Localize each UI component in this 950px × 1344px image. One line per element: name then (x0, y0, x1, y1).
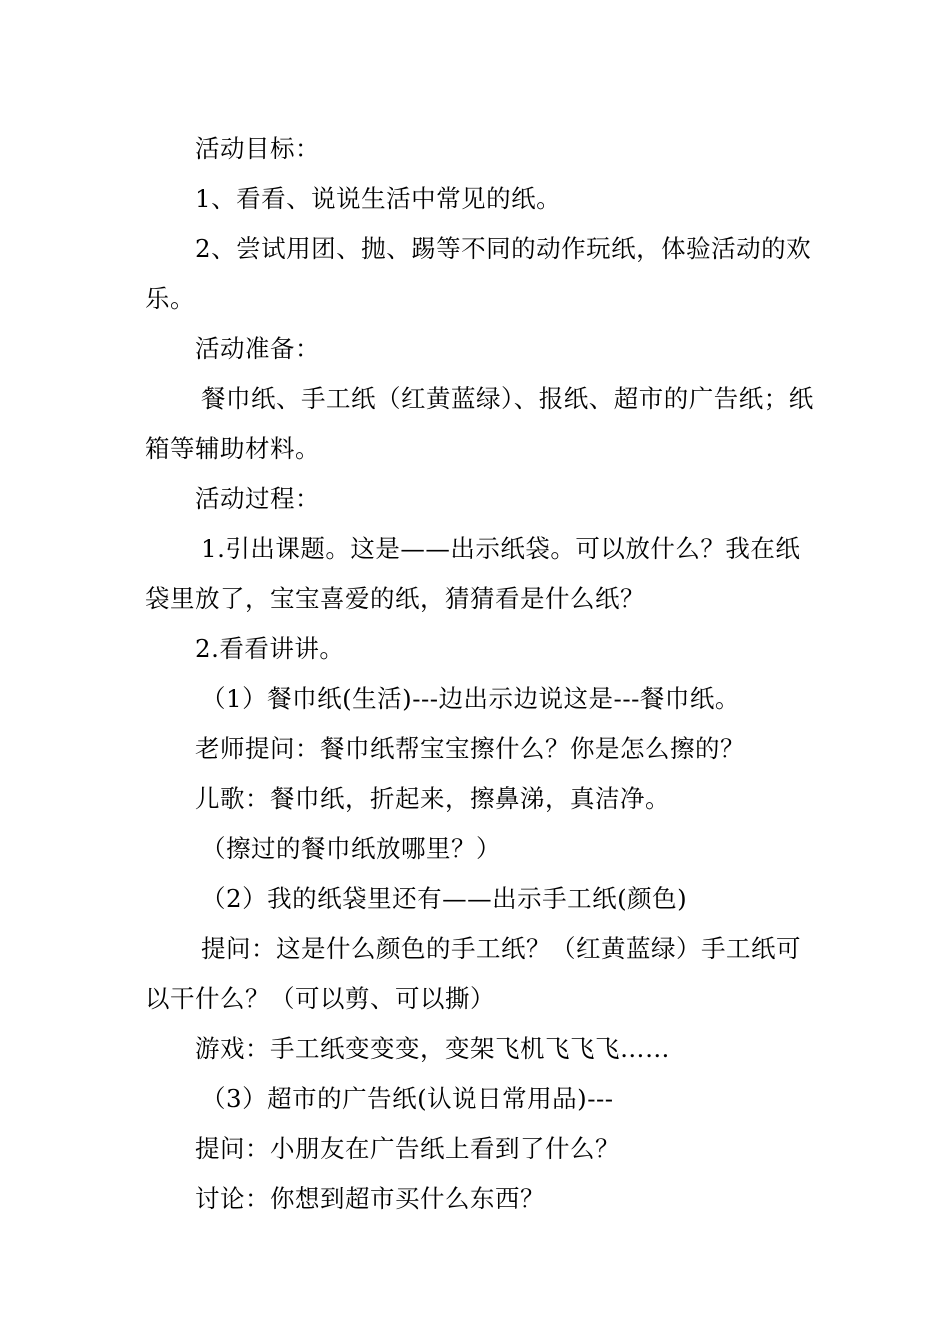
teacher-question: 老师提问：餐巾纸帮宝宝擦什么？你是怎么擦的？ (195, 734, 745, 763)
process-step-2: 2.看看讲讲。 (195, 634, 345, 663)
goal-item-2: 2、尝试用团、抛、踢等不同的动作玩纸，体验活动的欢乐。 (145, 234, 812, 313)
goal-item-1: 1、看看、说说生活中常见的纸。 (195, 184, 562, 213)
document-body (145, 124, 825, 1224)
heading-activity-goals: 活动目标： (195, 134, 320, 163)
sub-step-flyer: （3）超市的广告纸(认说日常用品)--- (201, 1084, 614, 1113)
nursery-rhyme: 儿歌：餐巾纸，折起来，擦鼻涕，真洁净。 (195, 784, 670, 813)
sub-step-craft-paper: （2）我的纸袋里还有——出示手工纸(颜色) (201, 884, 688, 913)
craft-paper-game: 游戏：手工纸变变变，变架飞机飞飞飞…… (195, 1034, 670, 1063)
heading-activity-preparation: 活动准备： (195, 334, 320, 363)
napkin-question: （擦过的餐巾纸放哪里？） (201, 834, 501, 863)
craft-paper-question: 提问：这是什么颜色的手工纸？（红黄蓝绿）手工纸可以干什么？（可以剪、可以撕） (145, 934, 801, 1013)
sub-step-napkin: （1）餐巾纸(生活)---边出示边说这是---餐巾纸。 (201, 684, 740, 713)
preparation-materials: 餐巾纸、手工纸（红黄蓝绿）、报纸、超市的广告纸；纸箱等辅助材料。 (145, 384, 814, 463)
discussion-question: 讨论：你想到超市买什么东西？ (195, 1184, 545, 1213)
heading-activity-process: 活动过程： (195, 484, 320, 513)
process-step-1: 1.引出课题。这是——出示纸袋。可以放什么？我在纸袋里放了，宝宝喜爱的纸，猜猜看是什么纸？ (145, 534, 801, 613)
flyer-question: 提问：小朋友在广告纸上看到了什么？ (195, 1134, 620, 1163)
